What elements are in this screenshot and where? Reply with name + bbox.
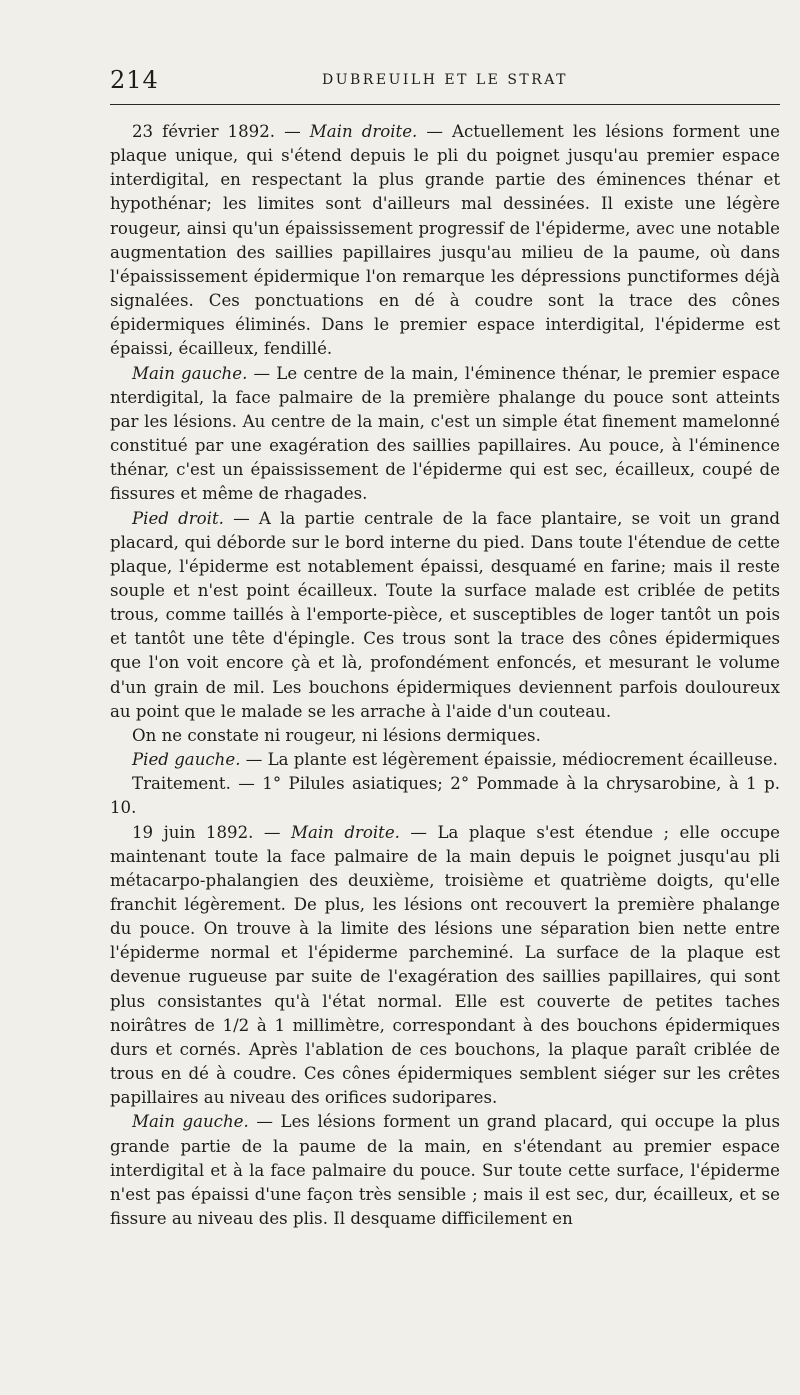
paragraph-text: — Le centre de la main, l'éminence thénar, le premier espace nterdigital, la face palmaire de la première phalange du pouce sont atteints par les lésions. Au centre de la main, c'est un simple état finement mamelonné constitué par une exagération des saillies papillaires. Au pouce, à l'éminence thénar, c'est un épaississement de l'épiderme qui est sec, écailleux, coupé de fissures et même de rhagades. bbox=[110, 363, 780, 504]
paragraph bbox=[110, 362, 780, 507]
header-rule bbox=[110, 104, 780, 105]
paragraph bbox=[110, 724, 780, 748]
paragraph-text: — Les lésions forment un grand placard, qui occupe la plus grande partie de la paume de la main, en s'étendant au premier espace interdigital et à la face palmaire du pouce. Sur toute cette surface, l'épiderme n'est pas épaissi d'une façon très sensible ; mais il est sec, dur, écailleux, et se fissure au niveau des plis. Il desquame difficilement en bbox=[110, 1112, 781, 1229]
paragraph-pre: 23 février 1892. — bbox=[132, 122, 310, 141]
page-header bbox=[110, 66, 780, 102]
paragraph-lead: Pied droit. bbox=[132, 508, 224, 528]
paragraph-lead: Main droite. bbox=[309, 122, 418, 141]
paragraph bbox=[110, 772, 780, 820]
paragraph bbox=[110, 1110, 780, 1231]
paragraph-lead: Main droite. bbox=[290, 822, 400, 842]
body-text bbox=[110, 120, 780, 1231]
paragraph-pre: 19 juin 1892. — bbox=[132, 822, 291, 842]
paragraph bbox=[110, 748, 780, 772]
paragraph-text: — La plaque s'est étendue ; elle occupe maintenant toute la face palmaire de la main depuis le poignet jusqu'au pli métacarpo-phalangien des deuxième, troisième et quatrième doigts, qu'elle franchit légèrement. De plus, les lésions ont recouvert la première phalange du pouce. On trouve à la limite des lésions une séparation bien nette entre l'épiderme normal et l'épiderme parcheminé. La surface de la plaque est devenue rugueuse par suite de l'exagération des saillies papillaires, qui sont plus consistantes qu'à l'état normal. Elle est couverte de petites taches noirâtres de 1/2 à 1 millimètre, correspondant à des bouchons épidermiques durs et cornés. Après l'ablation de ces bouchons, la plaque paraît criblée de trous en dé à coudre. Ces cônes épidermiques semblent siéger sur les crêtes papillaires au niveau des orifices sudoripares. bbox=[110, 822, 781, 1108]
paragraph-text: — A la partie centrale de la face plantaire, se voit un grand placard, qui déborde sur le bord interne du pied. Dans toute l'étendue de cette plaque, l'épiderme est notablement épaissi, desquamé en farine; mais il reste souple et n'est point écailleux. Toute la surface malade est criblée de petits trous, comme taillés à l'emporte-pièce, et susceptibles de loger tantôt un pois et tantôt une tête d'épingle. Ces trous sont la trace des cônes épidermiques que l'on voit encore çà et là, profondément enfoncés, et mesurant le volume d'un grain de mil. Les bouchons épidermiques deviennent parfois douloureux au point que le malade se les arrache à l'aide d'un couteau. bbox=[110, 508, 781, 721]
page-number: 214 bbox=[110, 66, 159, 94]
paragraph-text: — Actuellement les lésions forment une plaque unique, qui s'étend depuis le pli du poignet jusqu'au premier espace interdigital, en respectant la plus grande partie des éminences thénar et hypothénar; les limites sont d'ailleurs mal dessinées. Il existe une légère rougeur, ainsi qu'un épaississement progressif de l'épiderme, avec une notable augmentation des saillies papillaires jusqu'au milieu de la paume, où dans l'épaississement épidermique l'on remarque les dépressions punctiformes déjà signalées. Ces ponctuations en dé à coudre sont la trace des cônes épidermiques éliminés. Dans le premier espace interdigital, l'épiderme est épaissi, écailleux, fendillé. bbox=[110, 122, 781, 359]
paragraph-text: — La plante est légèrement épaissie, médiocrement écailleuse. bbox=[240, 750, 778, 770]
paragraph-lead: Pied gauche. bbox=[132, 750, 241, 770]
paragraph bbox=[110, 120, 780, 362]
paragraph-lead: Main gauche. bbox=[132, 1112, 249, 1132]
running-head: DUBREUILH ET LE STRAT bbox=[322, 72, 568, 88]
paragraph-text: On ne constate ni rougeur, ni lésions dermiques. bbox=[132, 725, 541, 745]
paragraph-lead: Main gauche. bbox=[132, 363, 248, 383]
paragraph bbox=[110, 507, 780, 724]
paragraph-text: Traitement. — 1° Pilules asiatiques; 2° Pommade à la chrysarobine, à 1 p. 10. bbox=[110, 774, 780, 818]
paragraph bbox=[110, 821, 780, 1111]
